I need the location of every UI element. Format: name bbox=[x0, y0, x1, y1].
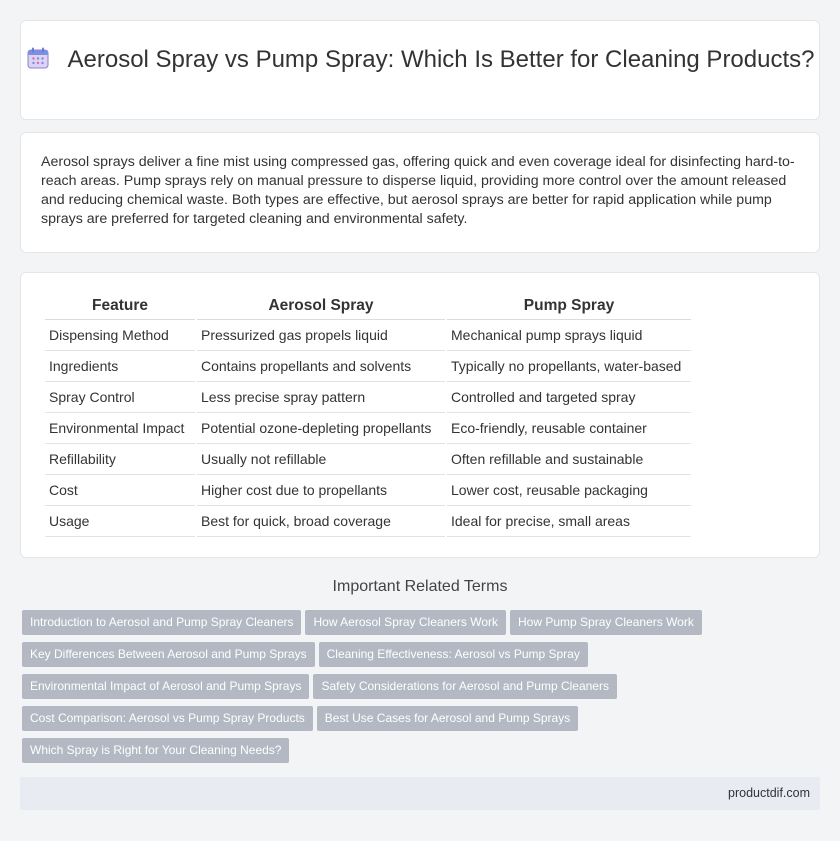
table-row bbox=[45, 506, 691, 537]
aerosol-cell: Contains propellants and solvents bbox=[197, 351, 445, 382]
page-title: Aerosol Spray vs Pump Spray: Which Is Better for Cleaning Products? bbox=[67, 46, 815, 73]
pump-cell: Eco-friendly, reusable container bbox=[447, 413, 691, 444]
related-tag[interactable]: Environmental Impact of Aerosol and Pump Sprays bbox=[22, 674, 309, 699]
header-pump: Pump Spray bbox=[447, 293, 691, 320]
footer bbox=[20, 777, 820, 810]
calendar-icon bbox=[26, 46, 50, 70]
related-tag[interactable]: Cleaning Effectiveness: Aerosol vs Pump Spray bbox=[319, 642, 588, 667]
related-tags bbox=[22, 610, 802, 770]
related-terms-heading: Important Related Terms bbox=[332, 578, 508, 595]
header-aerosol: Aerosol Spray bbox=[197, 293, 445, 320]
aerosol-cell: Higher cost due to propellants bbox=[197, 475, 445, 506]
tag-row bbox=[22, 642, 802, 674]
intro-card bbox=[20, 132, 820, 253]
comparison-card bbox=[20, 272, 820, 558]
pump-cell: Ideal for precise, small areas bbox=[447, 506, 691, 537]
pump-cell: Typically no propellants, water-based bbox=[447, 351, 691, 382]
aerosol-cell: Pressurized gas propels liquid bbox=[197, 320, 445, 351]
table-row bbox=[45, 351, 691, 382]
table-header-row bbox=[45, 293, 691, 320]
feature-cell: Refillability bbox=[45, 444, 195, 475]
aerosol-cell: Best for quick, broad coverage bbox=[197, 506, 445, 537]
table-row bbox=[45, 475, 691, 506]
related-tag[interactable]: Introduction to Aerosol and Pump Spray Cleaners bbox=[22, 610, 301, 635]
tag-row bbox=[22, 738, 802, 770]
header-feature: Feature bbox=[45, 293, 195, 320]
tag-row bbox=[22, 674, 802, 706]
pump-cell: Controlled and targeted spray bbox=[447, 382, 691, 413]
table-row bbox=[45, 320, 691, 351]
tag-row bbox=[22, 706, 802, 738]
related-tag[interactable]: Key Differences Between Aerosol and Pump Sprays bbox=[22, 642, 315, 667]
related-tag[interactable]: Safety Considerations for Aerosol and Pump Cleaners bbox=[313, 674, 617, 699]
feature-cell: Spray Control bbox=[45, 382, 195, 413]
title-card bbox=[20, 20, 820, 120]
feature-cell: Ingredients bbox=[45, 351, 195, 382]
page-title-wrap bbox=[21, 45, 819, 75]
related-tag[interactable]: How Aerosol Spray Cleaners Work bbox=[305, 610, 506, 635]
feature-cell: Dispensing Method bbox=[45, 320, 195, 351]
related-tag[interactable]: Best Use Cases for Aerosol and Pump Sprays bbox=[317, 706, 578, 731]
tag-row bbox=[22, 610, 802, 642]
aerosol-cell: Potential ozone-depleting propellants bbox=[197, 413, 445, 444]
footer-site-link[interactable]: productdif.com bbox=[728, 786, 810, 800]
related-tag[interactable]: Which Spray is Right for Your Cleaning Needs? bbox=[22, 738, 289, 763]
feature-cell: Usage bbox=[45, 506, 195, 537]
intro-paragraph: Aerosol sprays deliver a fine mist using compressed gas, offering quick and even coverage ideal for disinfecting hard-to-reach areas. Pump sprays rely on manual pressure to disperse liquid, providing more control over the amount released and reducing chemical waste. Both types are effective, but aerosol sprays are better for rapid application while pump sprays are preferred for targeted cleaning and environmental safety. bbox=[41, 154, 795, 227]
aerosol-cell: Less precise spray pattern bbox=[197, 382, 445, 413]
feature-cell: Cost bbox=[45, 475, 195, 506]
feature-cell: Environmental Impact bbox=[45, 413, 195, 444]
aerosol-cell: Usually not refillable bbox=[197, 444, 445, 475]
table-row bbox=[45, 413, 691, 444]
pump-cell: Lower cost, reusable packaging bbox=[447, 475, 691, 506]
table-row bbox=[45, 444, 691, 475]
pump-cell: Often refillable and sustainable bbox=[447, 444, 691, 475]
related-tag[interactable]: Cost Comparison: Aerosol vs Pump Spray Products bbox=[22, 706, 313, 731]
related-tag[interactable]: How Pump Spray Cleaners Work bbox=[510, 610, 702, 635]
pump-cell: Mechanical pump sprays liquid bbox=[447, 320, 691, 351]
comparison-table bbox=[43, 293, 693, 537]
table-row bbox=[45, 382, 691, 413]
